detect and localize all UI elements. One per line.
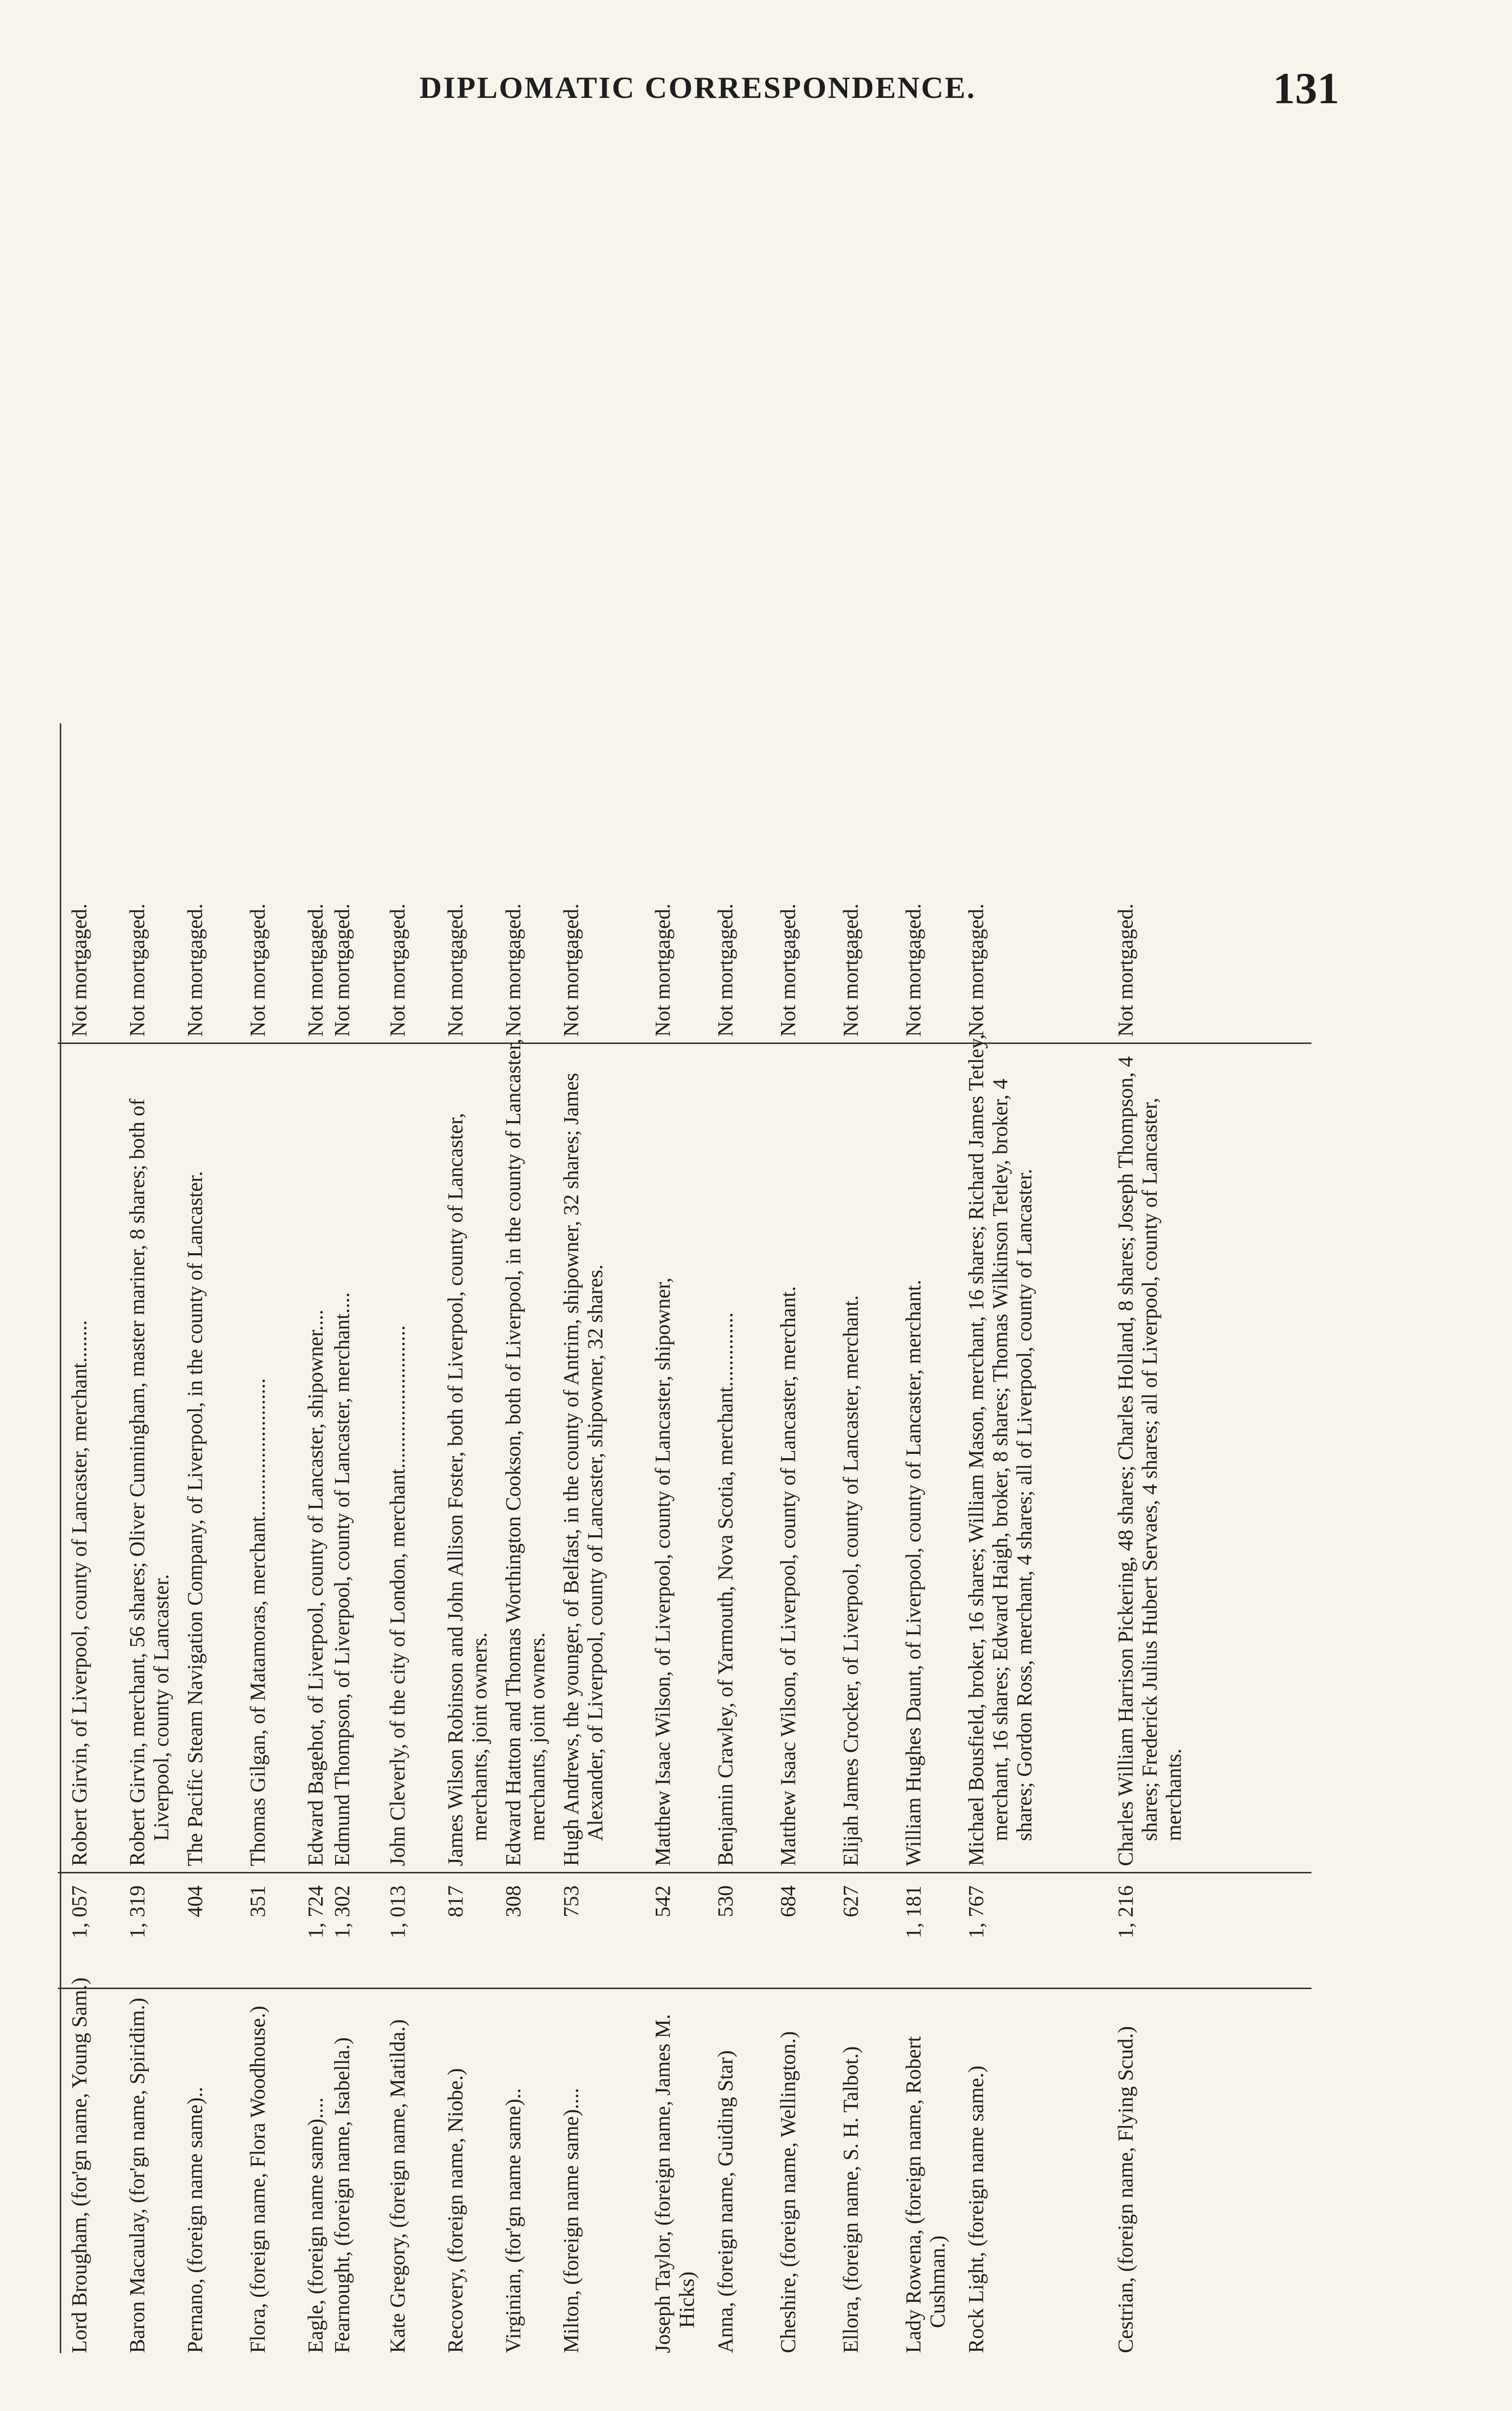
owners: Benjamin Crawley, of Yarmouth, Nova Scotia, merchant.............. <box>714 1312 737 1866</box>
vessel-name: Baron Macaulay, (for'gn name, Spiridim.) <box>125 1998 149 2353</box>
vessel-name: Flora, (foreign name, Flora Woodhouse.) <box>246 2005 270 2353</box>
table-top-rule <box>60 723 61 2353</box>
mortgage-status: Not mortgaged. <box>444 903 467 1037</box>
tonnage: 1, 216 <box>1114 1885 1137 1938</box>
tonnage: 753 <box>559 1885 583 1917</box>
mortgage-status: Not mortgaged. <box>304 903 327 1037</box>
mortgage-status: Not mortgaged. <box>246 903 270 1037</box>
owners: Edward Hatton and Thomas Worthington Cookson, both of Liverpool, in the county of Lancaster, merchants, joint owners. <box>501 1038 549 1866</box>
vessel-name: Kate Gregory, (foreign name, Matilda.) <box>386 2019 409 2353</box>
vessel-name: Cestrian, (foreign name, Flying Scud.) <box>1114 2026 1137 2353</box>
column-rule <box>58 1872 1311 1873</box>
owners: Elijah James Crocker, of Liverpool, county of Lancaster, merchant. <box>839 1295 863 1866</box>
tonnage: 1, 302 <box>330 1885 354 1938</box>
tonnage: 1, 013 <box>386 1885 409 1938</box>
tonnage: 1, 057 <box>68 1885 91 1938</box>
owners: Michael Bousfield, broker, 16 shares; William Mason, merchant, 16 shares; Richard James Tetley, merchant, 16 shares; Edward Haigh, broker, 8 shares; Thomas Wilkinson Tetley, broker, 4 shares; Gordon Ross, merchant, 4 shares; all of Liverpool, county of Lancaster. <box>964 1034 1036 1866</box>
owners: Robert Girvin, of Liverpool, county of Lancaster, merchant........ <box>68 1320 91 1866</box>
mortgage-status: Not mortgaged. <box>559 903 583 1037</box>
owners: Matthew Isaac Wilson, of Liverpool, county of Lancaster, shipowner, <box>651 1277 675 1866</box>
owners: Hugh Andrews, the younger, of Belfast, in the county of Antrim, shipowner, 32 shares; James Alexander, of Liverpool, county of Lancaster, shipowner, 32 shares. <box>559 1073 607 1866</box>
vessel-name: Ellora, (foreign name, S. H. Talbot.) <box>839 2046 863 2353</box>
rotated-vessel-table <box>58 723 1340 2353</box>
owners: John Cleverly, of the city of London, merchant........................... <box>386 1325 409 1866</box>
mortgage-status: Not mortgaged. <box>839 903 863 1037</box>
vessel-name: Recovery, (foreign name, Niobe.) <box>444 2068 467 2353</box>
tonnage: 1, 319 <box>125 1885 149 1938</box>
mortgage-status: Not mortgaged. <box>183 903 207 1037</box>
page-header <box>0 60 1512 113</box>
tonnage: 1, 724 <box>304 1885 327 1938</box>
vessel-name: Eagle, (foreign name same).... <box>304 2097 327 2353</box>
owners: William Hughes Daunt, of Liverpool, county of Lancaster, merchant. <box>902 1280 925 1866</box>
mortgage-status: Not mortgaged. <box>1114 903 1137 1037</box>
tonnage: 817 <box>444 1885 467 1917</box>
tonnage: 404 <box>183 1885 207 1917</box>
vessel-name: Anna, (foreign name, Guiding Star) <box>714 2050 737 2353</box>
tonnage: 1, 181 <box>902 1885 925 1938</box>
vessel-name: Rock Light, (foreign name same.) <box>964 2065 988 2353</box>
owners: The Pacific Steam Navigation Company, of Liverpool, in the county of Lancaster. <box>183 1171 207 1866</box>
mortgage-status: Not mortgaged. <box>68 903 91 1037</box>
tonnage: 684 <box>776 1885 800 1917</box>
vessel-name: Milton, (foreign name same).... <box>559 2088 583 2353</box>
vessel-name: Virginian, (for'gn name same).. <box>501 2088 525 2353</box>
owners: Thomas Gilgan, of Matamoras, merchant.......................... <box>246 1378 270 1866</box>
mortgage-status: Not mortgaged. <box>386 903 409 1037</box>
mortgage-status: Not mortgaged. <box>651 903 675 1037</box>
vessel-name: Fearnought, (foreign name, Isabella.) <box>330 2037 354 2353</box>
mortgage-status: Not mortgaged. <box>776 903 800 1037</box>
vessel-name: Joseph Taylor, (foreign name, James M. Hicks) <box>651 2014 699 2353</box>
owners: James Wilson Robinson and John Allison Foster, both of Liverpool, county of Lancaster, merchants, joint owners. <box>444 1113 491 1866</box>
tonnage: 351 <box>246 1885 270 1917</box>
mortgage-status: Not mortgaged. <box>964 903 988 1037</box>
owners: Matthew Isaac Wilson, of Liverpool, county of Lancaster, merchant. <box>776 1286 800 1866</box>
tonnage: 627 <box>839 1885 863 1917</box>
running-title: DIPLOMATIC CORRESPONDENCE. <box>419 70 976 105</box>
mortgage-status: Not mortgaged. <box>902 903 925 1037</box>
tonnage: 308 <box>501 1885 525 1917</box>
tonnage: 542 <box>651 1885 675 1917</box>
owners: Edmund Thompson, of Liverpool, county of Lancaster, merchant.... <box>330 1292 354 1866</box>
mortgage-status: Not mortgaged. <box>125 903 149 1037</box>
owners: Charles William Harrison Pickering, 48 shares; Charles Holland, 8 shares; Joseph Thompson, 4 shares; Frederick Julius Hubert Servaes, 4 shares; all of Liverpool, county of Lancaster, merchants. <box>1114 1056 1186 1866</box>
owners: Robert Girvin, merchant, 56 shares; Oliver Cunningham, master mariner, 8 shares; both of Liverpool, county of Lancaster. <box>125 1098 173 1866</box>
page-number: 131 <box>1273 64 1339 113</box>
vessel-name: Lord Brougham, (for'gn name, Young Sam.) <box>68 1977 91 2353</box>
owners: Edward Bagehot, of Liverpool, county of Lancaster, shipowner.... <box>304 1309 327 1866</box>
tonnage: 1, 767 <box>964 1885 988 1938</box>
vessel-name: Pernano, (foreign name same).. <box>183 2086 207 2353</box>
vessel-name: Lady Rowena, (foreign name, Robert Cushman.) <box>902 2036 949 2353</box>
vessel-name: Cheshire, (foreign name, Wellington.) <box>776 2031 800 2353</box>
mortgage-status: Not mortgaged. <box>330 903 354 1037</box>
tonnage: 530 <box>714 1885 737 1917</box>
mortgage-status: Not mortgaged. <box>501 903 525 1037</box>
mortgage-status: Not mortgaged. <box>714 903 737 1037</box>
